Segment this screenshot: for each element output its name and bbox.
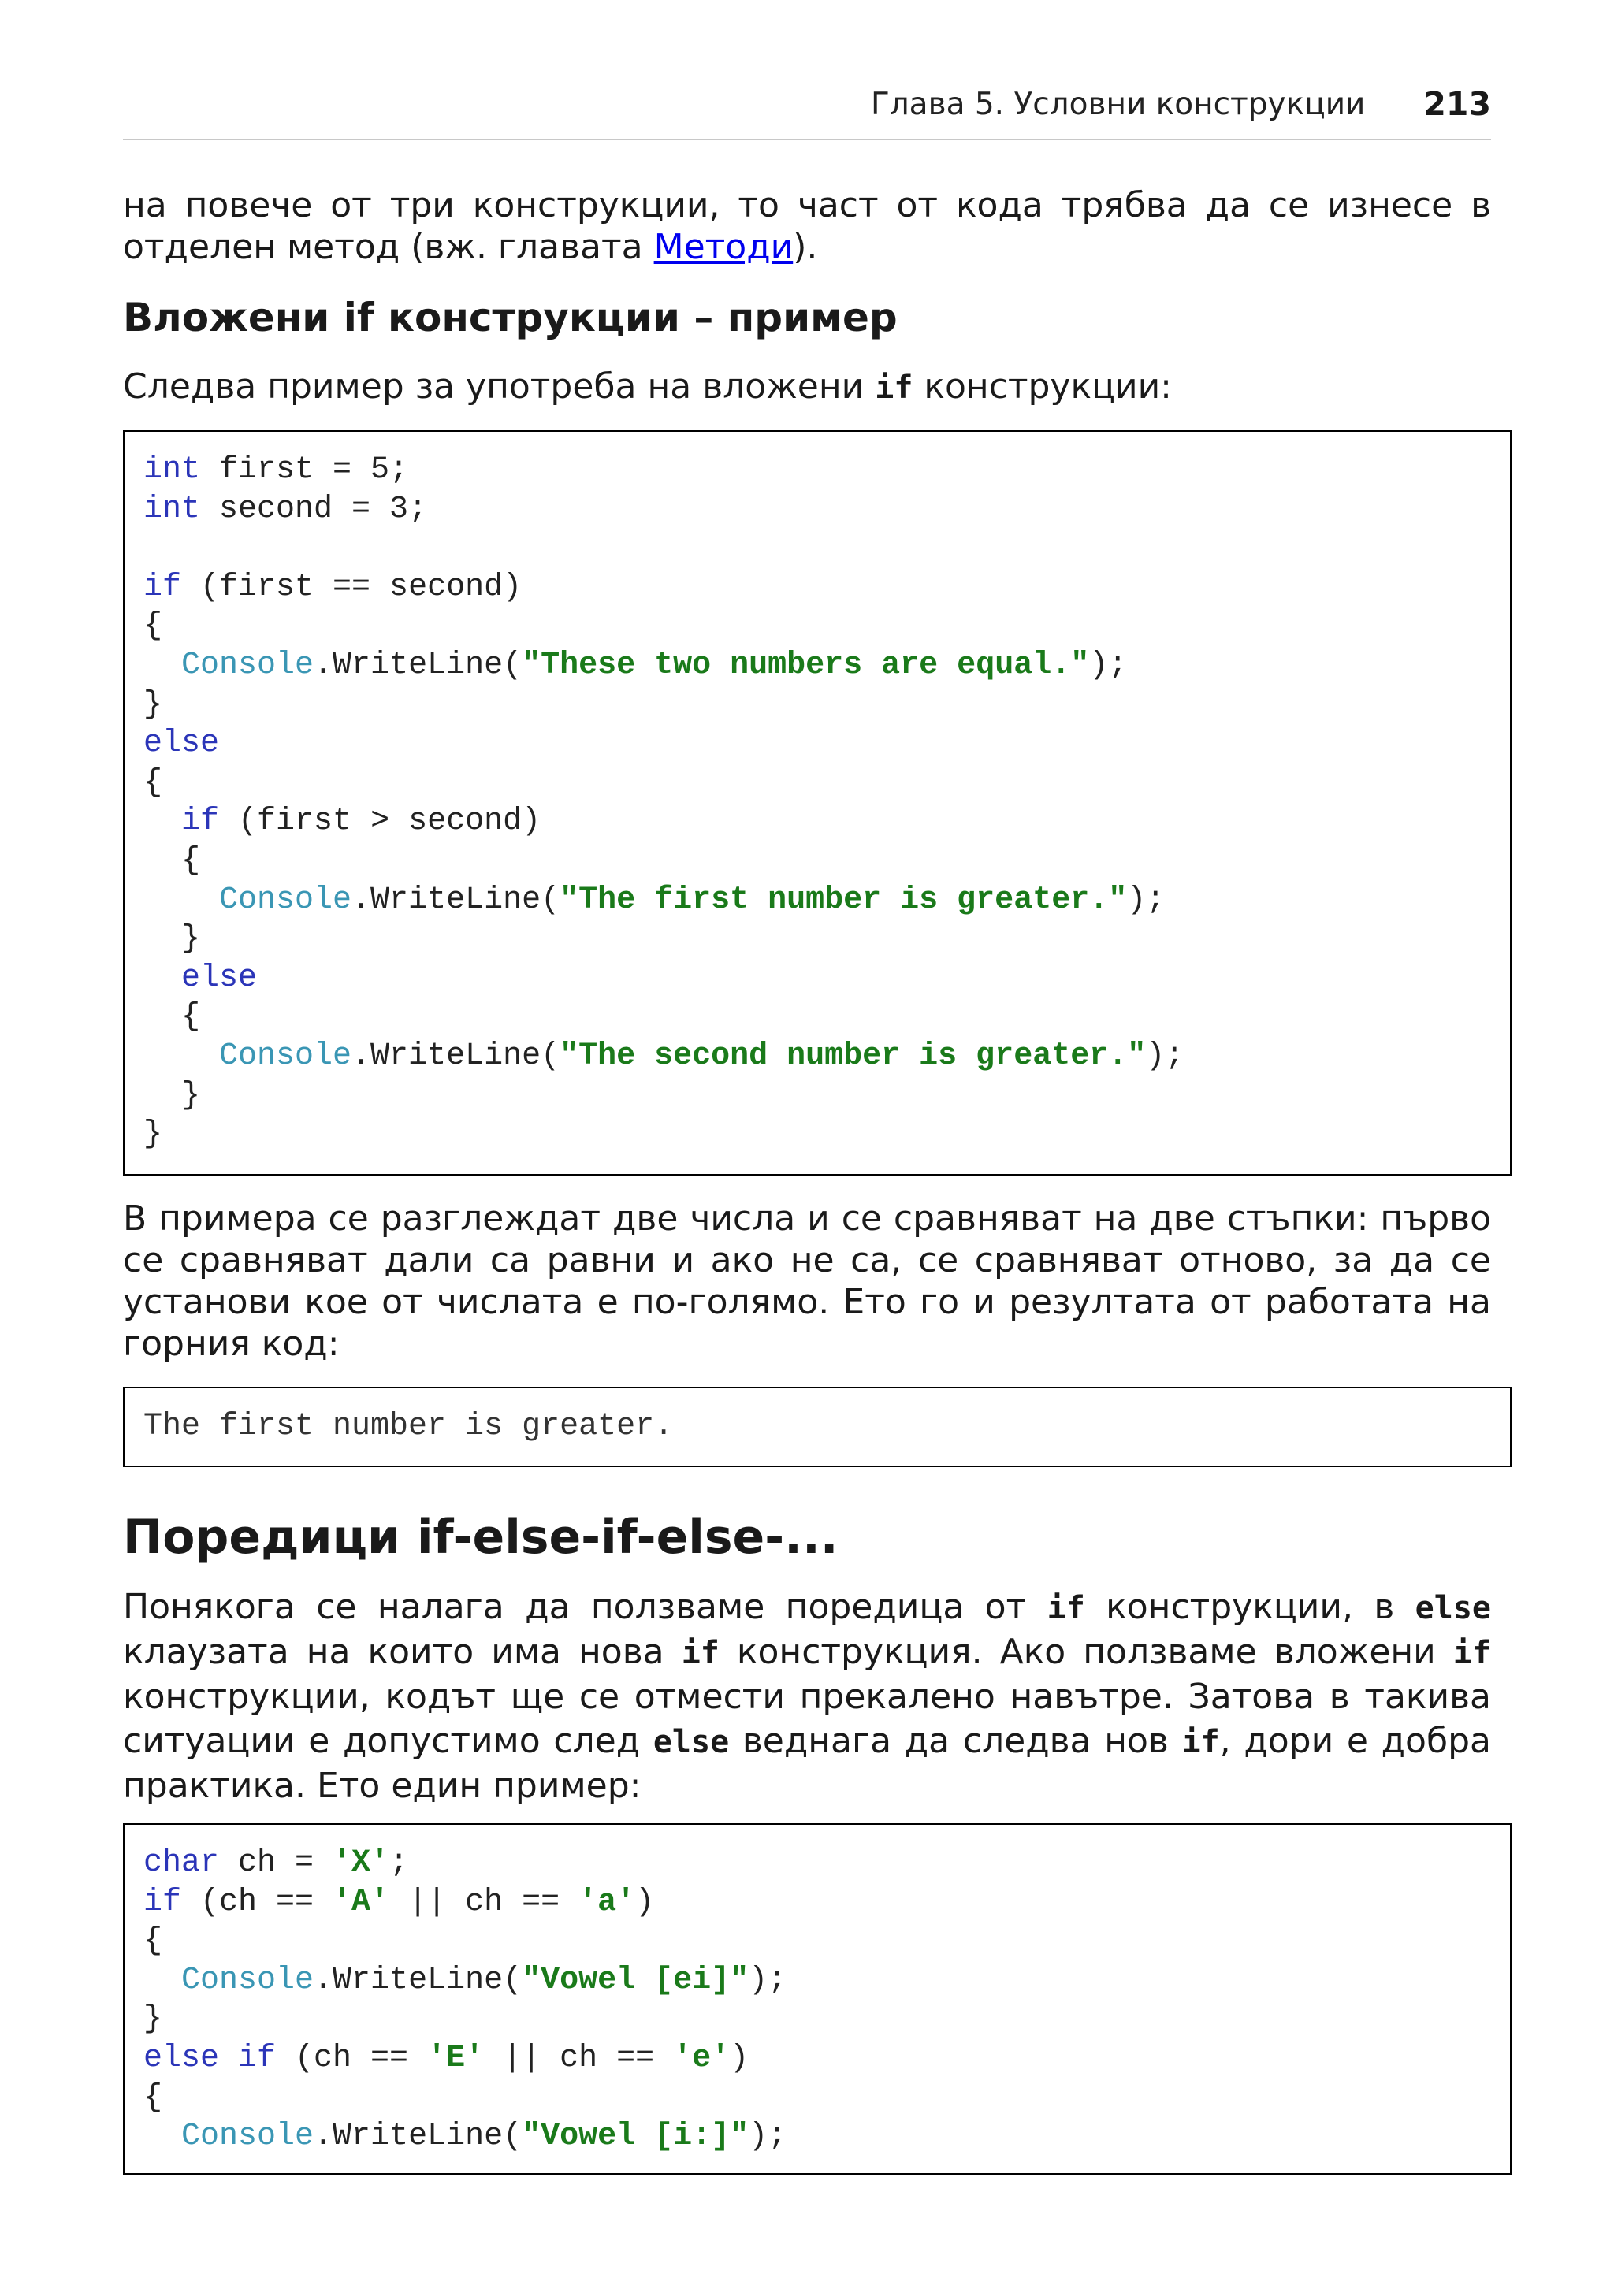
intro-paragraph <box>123 184 1491 268</box>
code-line <box>143 1037 1184 1076</box>
code-text: } <box>143 686 163 723</box>
intro-line-1: на повече от три конструкции, то част от кода трябва да се изнесе в <box>123 185 1491 225</box>
code-line <box>143 763 1184 803</box>
code-type: Console <box>181 2119 314 2155</box>
code-text: ) <box>635 1884 655 1920</box>
code-type: Console <box>181 647 314 683</box>
code-text: ); <box>1127 882 1166 918</box>
code-keyword: int <box>143 491 201 527</box>
header-divider <box>123 139 1491 140</box>
code-text <box>143 648 181 683</box>
inline-code-if: if <box>1047 1590 1085 1626</box>
code-text: } <box>143 1077 201 1113</box>
code-line <box>143 920 1184 959</box>
code-text: ); <box>1089 647 1128 683</box>
code-line <box>143 568 1184 607</box>
code-text: (first == second) <box>181 569 523 605</box>
output-block <box>123 1387 1512 1467</box>
code-line <box>143 1922 787 1961</box>
text: Понякога се налага да ползваме поредица от <box>123 1587 1047 1627</box>
inline-code-else: else <box>1415 1590 1491 1626</box>
code-string: "Vowel [i:]" <box>522 2119 749 2155</box>
code-text: (ch == <box>181 1884 333 1920</box>
code-text: } <box>143 921 201 957</box>
code-string: 'e' <box>673 2040 731 2076</box>
code-text: .WriteLine( <box>314 1962 523 1998</box>
code-text: { <box>143 2079 163 2116</box>
inline-code-if: if <box>1452 1635 1491 1671</box>
code-keyword: else <box>181 960 258 996</box>
explain-line-4: горния код: <box>123 1324 340 1364</box>
code-keyword: char <box>143 1845 220 1881</box>
chain-line-1 <box>123 1585 1491 1630</box>
inline-code-else: else <box>653 1724 730 1760</box>
methods-chapter-link[interactable]: Методи <box>653 227 794 267</box>
code-listing <box>143 1844 787 2157</box>
code-text <box>143 1963 181 1998</box>
chain-line-4 <box>123 1719 1491 1764</box>
lead-line <box>123 366 1491 409</box>
intro-text: отделен метод (вж. главата <box>123 227 654 267</box>
code-line <box>143 724 1184 763</box>
chapter-title: Глава 5. Условни конструкции <box>870 86 1366 122</box>
running-header <box>123 82 1491 126</box>
text: веднага да следва нов <box>729 1721 1182 1761</box>
code-text: ); <box>749 2119 787 2155</box>
code-string: 'A' <box>333 1884 390 1920</box>
code-line <box>143 685 1184 725</box>
chain-line-5: практика. Ето един пример: <box>123 1766 642 1806</box>
code-line <box>143 2000 787 2039</box>
code-line <box>143 451 1184 490</box>
nested-if-lead <box>123 366 1491 409</box>
code-text: } <box>143 1116 163 1153</box>
code-text <box>143 2119 181 2154</box>
code-line <box>143 646 1184 685</box>
code-text: || ch == <box>484 2040 674 2076</box>
code-text: .WriteLine( <box>314 647 523 683</box>
code-keyword: if <box>143 569 182 605</box>
code-line <box>143 1115 1184 1154</box>
program-output: The first number is greater. <box>143 1409 674 1444</box>
code-text: || ch == <box>389 1884 579 1920</box>
code-type: Console <box>219 882 352 918</box>
lead-text: Следва пример за употреба на вложени <box>123 366 876 407</box>
code-text: .WriteLine( <box>351 882 560 918</box>
code-keyword: if <box>181 804 220 840</box>
code-line <box>143 802 1184 841</box>
text: конструкция. Ако ползваме вложени <box>719 1632 1453 1672</box>
code-string: 'X' <box>333 1845 390 1881</box>
code-line <box>143 2039 787 2079</box>
code-line <box>143 529 1184 568</box>
code-block-nested-if <box>123 430 1512 1176</box>
code-text: (ch == <box>276 2040 428 2076</box>
code-text: first = 5; <box>200 452 409 488</box>
code-text: ; <box>389 1845 409 1881</box>
code-string: "The first number is greater." <box>560 882 1128 918</box>
explain-line-3: установи кое от числата е по-голямо. Ето го и резултата от работата на <box>123 1282 1491 1322</box>
code-string: "Vowel [ei]" <box>522 1962 749 1998</box>
code-line <box>143 881 1184 920</box>
code-text: (first > second) <box>219 804 541 840</box>
explain-line-2: се сравняват дали са равни и ако не са, се сравняват отново, за да се <box>123 1240 1491 1280</box>
explanation-paragraph <box>123 1198 1491 1365</box>
code-text: { <box>143 842 201 879</box>
inline-code-if: if <box>681 1635 720 1671</box>
code-text: second = 3; <box>200 491 428 527</box>
code-line <box>143 959 1184 998</box>
code-line <box>143 998 1184 1037</box>
intro-text-end: ). <box>793 227 818 267</box>
inline-code-if: if <box>1181 1724 1220 1760</box>
code-type: Console <box>181 1962 314 1998</box>
code-line <box>143 1961 787 2001</box>
text: , дори е добра <box>1219 1721 1491 1761</box>
explain-line-1: В примера се разглеждат две числа и се сравняват на две стъпки: първо <box>123 1198 1491 1239</box>
intro-line-2 <box>123 226 1491 268</box>
text: ситуации е допустимо след <box>123 1721 653 1761</box>
code-text <box>143 882 219 918</box>
code-text: ); <box>1146 1038 1184 1074</box>
code-text: ch = <box>219 1845 333 1881</box>
code-text: .WriteLine( <box>314 2119 523 2155</box>
if-else-chain-paragraph <box>123 1585 1491 1808</box>
code-text: { <box>143 999 201 1035</box>
page-number: 213 <box>1423 85 1491 123</box>
code-text <box>143 960 181 996</box>
code-string: 'E' <box>427 2040 485 2076</box>
code-block-if-else-chain <box>123 1823 1512 2175</box>
code-text: { <box>143 608 163 645</box>
code-string: 'a' <box>578 1884 636 1920</box>
text: конструкции, в <box>1084 1587 1415 1627</box>
code-text <box>143 1038 219 1074</box>
code-string: "The second number is greater." <box>560 1038 1147 1074</box>
code-line <box>143 490 1184 529</box>
chain-line-3: конструкции, кодът ще се отмести прекалено навътре. Затова в такива <box>123 1677 1491 1717</box>
code-keyword: if <box>143 1884 182 1920</box>
code-line <box>143 1844 787 1883</box>
inline-code-if: if <box>875 370 913 406</box>
code-line <box>143 2117 787 2157</box>
code-string: "These two numbers are equal." <box>522 647 1090 683</box>
code-line <box>143 1883 787 1923</box>
code-listing <box>143 451 1184 1154</box>
code-text <box>143 804 181 839</box>
code-text: } <box>143 2001 163 2038</box>
lead-text-end: конструкции: <box>913 366 1172 407</box>
section-heading-if-else-chain: Поредици if-else-if-else-... <box>123 1510 839 1565</box>
code-text: { <box>143 1923 163 1960</box>
code-type: Console <box>219 1038 352 1074</box>
code-text: .WriteLine( <box>351 1038 560 1074</box>
code-text: ); <box>749 1962 787 1998</box>
code-line <box>143 607 1184 646</box>
code-keyword: else <box>143 726 220 762</box>
code-line <box>143 841 1184 881</box>
code-keyword: else if <box>143 2040 277 2076</box>
code-line <box>143 1076 1184 1116</box>
code-keyword: int <box>143 452 201 488</box>
section-heading-nested-if: Вложени if конструкции – пример <box>123 295 898 340</box>
text: клаузата на които има нова <box>123 1632 682 1672</box>
code-line <box>143 2079 787 2118</box>
chain-line-2 <box>123 1630 1491 1675</box>
code-text: { <box>143 764 163 801</box>
code-text: ) <box>730 2040 749 2076</box>
